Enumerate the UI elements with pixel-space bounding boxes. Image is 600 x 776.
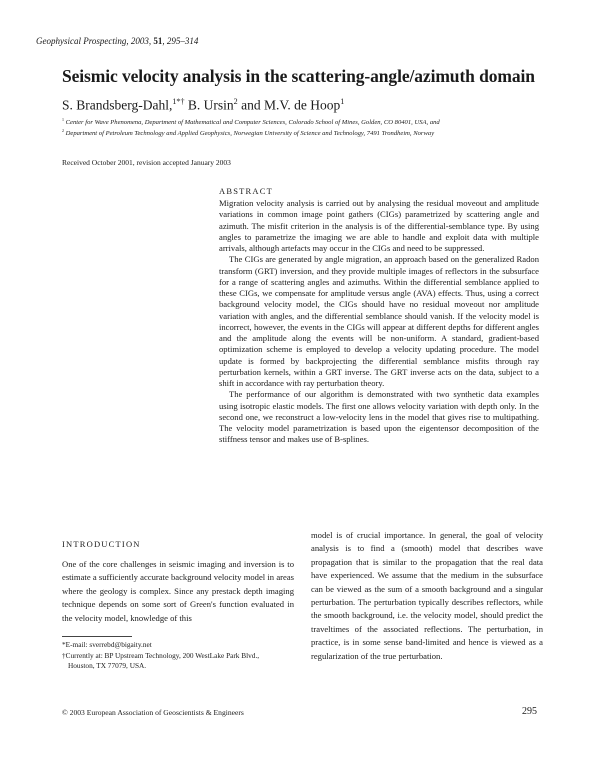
paper-title: Seismic velocity analysis in the scattering-angle/azimuth domain bbox=[62, 66, 535, 86]
journal-year: 2003 bbox=[130, 36, 149, 46]
author-list bbox=[62, 97, 344, 114]
affiliation-2-text: Department of Petroleum Technology and Applied Geophysics, Norwegian University of Science and Technology, 7491 Trondheim, Norway bbox=[65, 130, 435, 138]
introduction-column-1 bbox=[62, 558, 294, 625]
footnote-email: *E-mail: sverrebd@bigaity.net bbox=[62, 640, 152, 649]
abstract-paragraph-2: The CIGs are generated by angle migration, an approach based on the generalized Radon transform (GRT) inversion, and they provide multiple images of reflectors in the subsurface for a range of scattering angles and azimuths. Within the differential semblance applied to these CIGs, we compensate for amplitude versus angle (AVA) effects. Thus, using a correct background velocity model, the CIGs should have no residual moveout nor amplitude variation with angles, and the differential semblance should vanish. If the velocity model is incorrect, however, the events in the CIGs will appear at different depths for different angles and the amplitude along the events will be non-uniform. A standard, gradient-based optimization scheme is employed to develop a velocity updating procedure. The model update is formed by backprojecting the differential semblance misfits through ray perturbation kernels, within a GRT inverse. The GRT inverse acts on the data, subject to a shift in accordance with ray perturbation theory. bbox=[219, 254, 539, 388]
author2-marks: 2 bbox=[233, 97, 238, 106]
journal-volume: 51 bbox=[153, 36, 163, 46]
introduction-text-1: One of the core challenges in seismic imaging and inversion is to estimate a sufficiently accurate background velocity model in areas where the geology is complex. Since any prestack depth imaging technique depends on some sort of Green's function evaluated in the velocity model, knowledge of this bbox=[62, 559, 294, 623]
page-number: 295 bbox=[522, 706, 537, 717]
introduction-text-2: model is of crucial importance. In general, the goal of velocity analysis is to find a (smooth) model that describes wave propagation that is similar to the propagation that the real data have experienced. We assume that the medium in the subsurface can be viewed as the sum of a smooth background and a singular perturbation. The perturbation typically describes reflectors, while the smooth background, i.e. the velocity model, should predict the traveltimes of the associated reflections. The perturbation, in practice, is in some sense band-limited and hence is viewed as a regularization of the true perturbation. bbox=[311, 530, 543, 661]
footnotes bbox=[62, 640, 294, 672]
received-dates: Received October 2001, revision accepted January 2003 bbox=[62, 158, 231, 167]
footnote-rule bbox=[62, 636, 132, 637]
author-de-hoop: M.V. de Hoop bbox=[263, 97, 341, 113]
affiliation-2 bbox=[62, 128, 582, 137]
journal-name: Geophysical Prospecting bbox=[36, 36, 127, 46]
author-brandsberg-dahl: S. Brandsberg-Dahl, bbox=[62, 97, 173, 113]
abstract-heading: ABSTRACT bbox=[219, 186, 273, 196]
affiliation-1-text: Center for Wave Phenomena, Department of Mathematical and Computer Sciences, Colorado School of Mines, Golden, CO 80401, USA, and bbox=[65, 119, 440, 127]
affiliation-1-number: 1 bbox=[62, 117, 64, 122]
introduction-heading: INTRODUCTION bbox=[62, 539, 141, 549]
footnote-address-1: †Currently at: BP Upstream Technology, 200 WestLake Park Blvd., bbox=[62, 650, 260, 660]
footnote-address-2: Houston, TX 77079, USA. bbox=[68, 661, 147, 670]
journal-pages: 295–314 bbox=[166, 36, 199, 46]
author1-marks: 1*† bbox=[172, 97, 185, 106]
author-connector: and bbox=[241, 97, 261, 113]
author3-marks: 1 bbox=[340, 97, 345, 106]
abstract-body bbox=[219, 198, 539, 446]
introduction-column-2 bbox=[311, 529, 543, 663]
author-ursin: B. Ursin bbox=[187, 97, 234, 113]
affiliation-2-number: 2 bbox=[62, 128, 64, 133]
abstract-paragraph-3: The performance of our algorithm is demonstrated with two synthetic data examples using isotropic elastic models. The first one allows velocity variation with depth only. In the second one, we reconstruct a low-velocity lens in the model that gives rise to multipathing. The velocity model parametrization is based upon the eigentensor decomposition of the stiffness tensor and makes use of B-splines. bbox=[219, 389, 539, 445]
affiliation-1 bbox=[62, 117, 582, 126]
copyright-notice: © 2003 European Association of Geoscientists & Engineers bbox=[62, 708, 244, 717]
journal-header: Geophysical Prospecting, 2003, 51, 295–314 bbox=[36, 36, 199, 46]
abstract-paragraph-1: Migration velocity analysis is carried out by analysing the residual moveout and amplitude variations in common image point gathers (CIGs) parametrized by scattering angle and azimuth. The misfit criterion in the analysis is of the differential-semblance type. By using angles to parametrize the imaging we are able to handle and exploit data with multiple arrivals, although artefacts may occur in the CIGs and need to be suppressed. bbox=[219, 198, 539, 253]
